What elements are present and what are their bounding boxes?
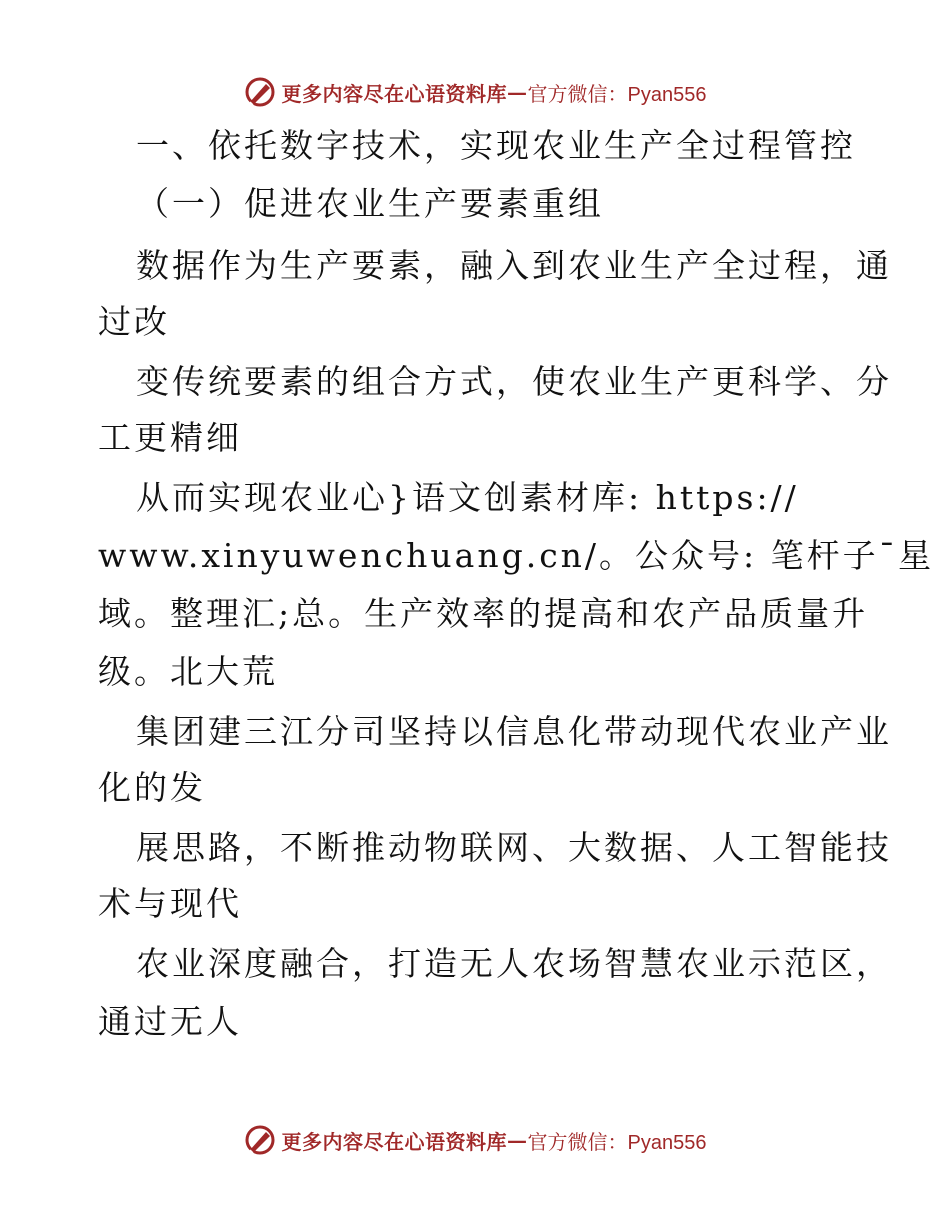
- paragraph-line: 过改: [98, 302, 170, 341]
- footer-banner-separator: —: [507, 1128, 528, 1152]
- footer-banner-text: 更多内容尽在心语资料库: [281, 1129, 508, 1154]
- subsection-heading: （一）促进农业生产要素重组: [136, 184, 604, 223]
- paragraph-line: 域。整理汇;总。生产效率的提高和农产品质量升: [98, 594, 869, 633]
- paragraph-line: 级。北大荒: [98, 652, 278, 691]
- paragraph-line: 集团建三江分司坚持以信息化带动现代农业产业: [136, 712, 892, 751]
- pen-circle-logo-icon: [244, 1124, 276, 1156]
- paragraph-line: 农业深度融合，打造无人农场智慧农业示范区，: [136, 944, 892, 983]
- header-banner: [0, 72, 950, 112]
- footer-banner-wechat: 官方微信：Pyan556: [527, 1131, 707, 1154]
- pen-circle-logo-icon: [244, 76, 276, 108]
- paragraph-line: 展思路，不断推动物联网、大数据、人工智能技: [136, 828, 892, 867]
- header-banner-separator: —: [507, 80, 528, 104]
- paragraph-line: www.xinyuwenchuang.cn/。公众号: 笔杆子¯星: [98, 536, 935, 575]
- paragraph-line: 通过无人: [98, 1002, 242, 1041]
- header-banner-text: 更多内容尽在心语资料库: [281, 81, 508, 106]
- paragraph-line: 工更精细: [98, 418, 242, 457]
- paragraph-line: 数据作为生产要素，融入到农业生产全过程，通: [136, 246, 892, 285]
- header-banner-wechat: 官方微信：Pyan556: [527, 83, 707, 106]
- paragraph-line: 化的发: [98, 768, 206, 807]
- section-heading: 一、依托数字技术，实现农业生产全过程管控: [136, 126, 856, 165]
- paragraph-line: 术与现代: [98, 884, 242, 923]
- paragraph-line: 变传统要素的组合方式，使农业生产更科学、分: [136, 362, 892, 401]
- paragraph-line: 从而实现农业心}语文创素材库: https://: [136, 478, 799, 517]
- footer-banner: [0, 1120, 950, 1160]
